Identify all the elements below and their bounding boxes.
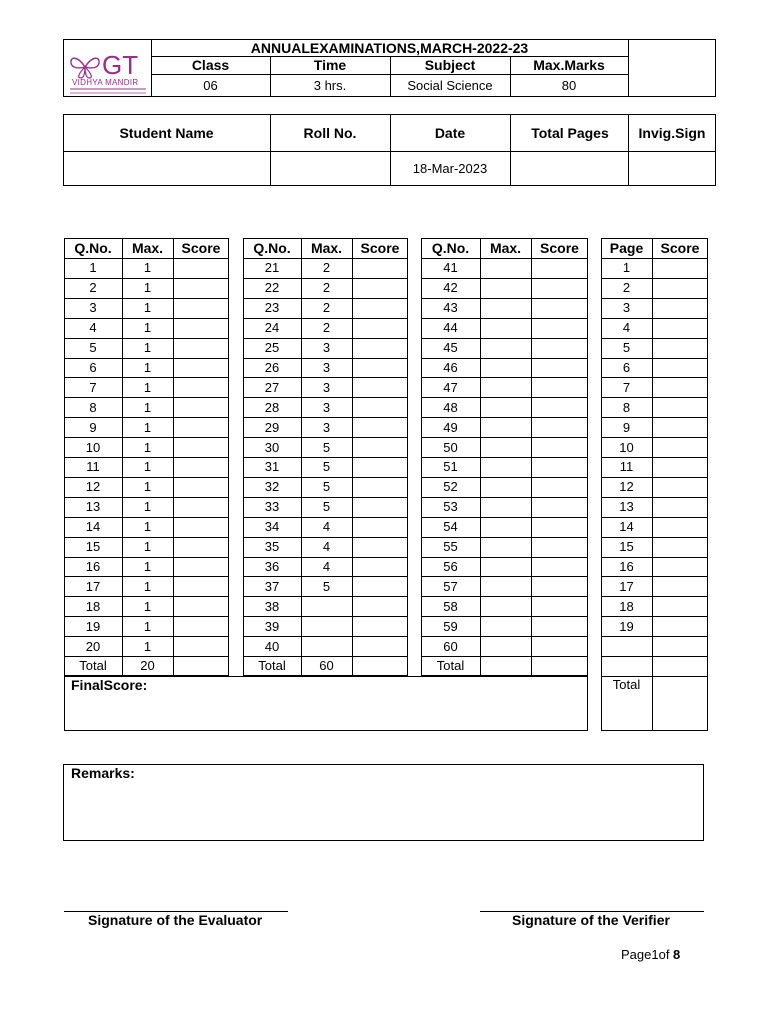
question-number: 55 — [443, 539, 458, 555]
max-marks-cell — [480, 477, 531, 497]
page-number-cell: 16 — [619, 558, 634, 574]
question-number: 29 — [264, 419, 280, 435]
score-cell[interactable] — [352, 318, 408, 338]
score-cell[interactable] — [173, 358, 229, 378]
page-score-cell[interactable] — [652, 477, 708, 497]
page-header: Page — [609, 240, 644, 256]
question-number: 45 — [443, 340, 458, 356]
score-cell[interactable] — [531, 557, 588, 577]
total-label: Total — [258, 658, 286, 674]
max-marks-cell: 1 — [143, 459, 152, 475]
max-marks-cell — [480, 517, 531, 537]
question-number: 32 — [264, 479, 280, 495]
max-marks-cell — [480, 576, 531, 596]
score-cell[interactable] — [531, 537, 588, 557]
score-cell[interactable] — [531, 596, 588, 616]
score-cell[interactable] — [352, 397, 408, 417]
max-marks-cell: 5 — [322, 459, 331, 475]
score-cell[interactable] — [173, 636, 229, 656]
score-header: Score — [540, 240, 579, 256]
page-score-cell[interactable] — [652, 537, 708, 557]
student-name-header: Student Name — [119, 124, 214, 141]
max-marks-cell: 4 — [322, 519, 331, 535]
page-number-cell: 2 — [622, 280, 631, 296]
question-number: 37 — [264, 578, 280, 594]
question-number: 3 — [89, 300, 97, 316]
question-number: 17 — [85, 578, 101, 594]
verifier-signature-label: Signature of the Verifier — [512, 912, 670, 928]
score-cell[interactable] — [531, 417, 588, 437]
question-number: 35 — [264, 539, 280, 555]
max-marks-cell: 4 — [322, 558, 331, 574]
max-header: Max. — [489, 240, 522, 256]
page-number-cell: 7 — [622, 379, 631, 395]
question-number: 52 — [443, 479, 458, 495]
max-marks-cell — [480, 377, 531, 397]
butterfly-icon — [68, 54, 102, 80]
page-score-cell[interactable] — [652, 497, 708, 517]
max-marks-cell: 3 — [322, 379, 331, 395]
max-marks-cell: 5 — [322, 499, 331, 515]
score-cell[interactable] — [531, 636, 588, 656]
score-cell[interactable] — [352, 537, 408, 557]
score-cell[interactable] — [531, 377, 588, 397]
score-cell[interactable] — [173, 258, 229, 278]
score-cell[interactable] — [531, 616, 588, 636]
max-marks-cell: 1 — [143, 399, 152, 415]
score-cell[interactable] — [531, 338, 588, 358]
max-marks-cell: 1 — [143, 439, 152, 455]
time-value: 3 hrs. — [313, 78, 347, 93]
max-marks-cell — [480, 318, 531, 338]
max-marks-cell — [480, 358, 531, 378]
question-number: 20 — [85, 638, 101, 654]
question-number: 22 — [264, 280, 280, 296]
max-marks-cell: 3 — [322, 340, 331, 356]
page-number-cell: 6 — [622, 359, 631, 375]
score-header: Score — [360, 240, 400, 256]
max-marks-cell: 5 — [322, 439, 331, 455]
max-marks-cell — [480, 437, 531, 457]
question-number: 27 — [264, 379, 280, 395]
score-cell[interactable] — [173, 537, 229, 557]
score-cell[interactable] — [173, 417, 229, 437]
max-marks-cell: 1 — [143, 598, 152, 614]
question-number: 9 — [89, 419, 97, 435]
max-marks-cell: 1 — [143, 379, 152, 395]
score-cell[interactable] — [352, 477, 408, 497]
max-marks-cell — [480, 636, 531, 656]
score-cell[interactable] — [173, 278, 229, 298]
score-cell[interactable] — [531, 397, 588, 417]
score-cell[interactable] — [173, 397, 229, 417]
roll-no-field[interactable] — [270, 151, 390, 186]
max-header: Max. — [310, 240, 343, 256]
question-number: 5 — [89, 340, 97, 356]
score-cell[interactable] — [531, 477, 588, 497]
page-score-cell[interactable] — [652, 318, 708, 338]
student-name-field[interactable] — [63, 151, 270, 186]
question-number: 30 — [264, 439, 280, 455]
page-score-cell[interactable] — [652, 298, 708, 318]
score-cell[interactable] — [531, 358, 588, 378]
question-number: 47 — [443, 379, 458, 395]
question-number: 7 — [89, 379, 97, 395]
total-max-value: 20 — [140, 658, 155, 674]
logo-tagline-2 — [70, 92, 146, 94]
question-number: 39 — [264, 618, 280, 634]
date-value: 18-Mar-2023 — [412, 161, 488, 176]
remarks-box[interactable] — [63, 764, 704, 841]
score-cell[interactable] — [352, 576, 408, 596]
max-marks-cell: 1 — [143, 618, 152, 634]
max-marks-cell: 3 — [322, 399, 331, 415]
question-number: 53 — [443, 499, 458, 515]
question-number: 28 — [264, 399, 280, 415]
evaluator-signature-label: Signature of the Evaluator — [88, 912, 263, 928]
score-cell[interactable] — [531, 298, 588, 318]
page-number-cell: 18 — [619, 598, 634, 614]
score-cell[interactable] — [173, 298, 229, 318]
qno-header: Q.No. — [253, 240, 291, 256]
max-marks-cell — [480, 258, 531, 278]
total-label: Total — [436, 658, 465, 674]
question-number: 40 — [264, 638, 280, 654]
page-score-cell[interactable] — [652, 377, 708, 397]
score-cell[interactable] — [352, 358, 408, 378]
max-marks-cell — [480, 397, 531, 417]
question-number: 59 — [443, 618, 458, 634]
question-number: 60 — [443, 638, 458, 654]
score-cell[interactable] — [173, 318, 229, 338]
header-col-max-marks: Max.Marks — [533, 57, 605, 73]
question-number: 1 — [89, 260, 97, 276]
question-number: 31 — [264, 459, 280, 475]
question-number: 19 — [85, 618, 101, 634]
question-number: 57 — [443, 578, 458, 594]
question-number: 48 — [443, 399, 458, 415]
score-cell[interactable] — [173, 477, 229, 497]
score-cell[interactable] — [531, 278, 588, 298]
score-cell[interactable] — [531, 517, 588, 537]
question-number: 14 — [85, 519, 101, 535]
logo-tagline — [70, 88, 146, 90]
question-number: 49 — [443, 419, 458, 435]
question-number: 51 — [443, 459, 458, 475]
max-marks-cell: 1 — [143, 419, 152, 435]
page-score-cell[interactable] — [652, 397, 708, 417]
max-marks-cell: 1 — [143, 260, 152, 276]
score-cell[interactable] — [531, 576, 588, 596]
page-score-cell[interactable] — [652, 596, 708, 616]
qno-header: Q.No. — [74, 240, 112, 256]
max-marks-cell: 5 — [322, 578, 331, 594]
total-max-value — [480, 656, 531, 676]
page-score-header: Score — [660, 240, 700, 256]
score-cell[interactable] — [352, 616, 408, 636]
page-number-prefix: Page1of — [621, 947, 674, 962]
max-marks-cell: 1 — [143, 499, 152, 515]
page-number-cell: 13 — [619, 499, 634, 515]
max-marks-cell — [480, 616, 531, 636]
score-cell[interactable] — [352, 557, 408, 577]
page-score-cell[interactable] — [652, 616, 708, 636]
total-score-cell[interactable] — [531, 656, 588, 676]
question-number: 6 — [89, 359, 97, 375]
max-marks-cell: 1 — [143, 558, 152, 574]
question-number: 11 — [86, 459, 100, 475]
question-number: 23 — [264, 300, 280, 316]
page-number-cell: 8 — [622, 399, 631, 415]
page-number-cell: 19 — [619, 618, 634, 634]
question-number: 50 — [443, 439, 458, 455]
score-cell[interactable] — [531, 318, 588, 338]
max-marks-cell — [480, 298, 531, 318]
page-number-cell: 9 — [622, 419, 631, 435]
page-score-cell[interactable] — [652, 576, 708, 596]
score-cell[interactable] — [173, 457, 229, 477]
page-score-cell[interactable] — [652, 656, 708, 676]
question-number: 54 — [443, 519, 458, 535]
total-pages-header: Total Pages — [531, 124, 609, 141]
question-number: 44 — [443, 320, 458, 336]
page-score-cell[interactable] — [652, 557, 708, 577]
score-cell[interactable] — [173, 497, 229, 517]
roll-no-header: Roll No. — [303, 124, 357, 141]
page-score-cell[interactable] — [652, 358, 708, 378]
subject-value: Social Science — [407, 78, 493, 93]
qno-header: Q.No. — [431, 240, 470, 256]
question-number: 21 — [264, 260, 280, 276]
question-number: 18 — [85, 598, 101, 614]
max-marks-cell: 1 — [143, 280, 152, 296]
page-number-cell: 14 — [619, 519, 634, 535]
max-marks-value: 80 — [561, 78, 577, 93]
page-score-cell[interactable] — [652, 258, 708, 278]
question-number: 34 — [264, 519, 280, 535]
question-number: 58 — [443, 598, 458, 614]
question-number: 25 — [264, 340, 280, 356]
logo-subtitle: VIDHYA MANDIR — [72, 78, 139, 87]
max-marks-cell — [480, 497, 531, 517]
score-cell[interactable] — [352, 298, 408, 318]
max-marks-cell — [480, 417, 531, 437]
page-number-cell: 17 — [619, 578, 634, 594]
max-marks-cell — [480, 278, 531, 298]
max-marks-cell — [480, 557, 531, 577]
question-number: 10 — [85, 439, 101, 455]
max-marks-cell — [301, 636, 352, 656]
page-number — [621, 947, 680, 962]
score-cell[interactable] — [352, 437, 408, 457]
question-number: 56 — [443, 558, 458, 574]
max-marks-cell: 1 — [143, 479, 152, 495]
question-number: 16 — [85, 558, 101, 574]
max-marks-cell — [480, 338, 531, 358]
max-marks-cell — [301, 596, 352, 616]
max-marks-cell — [301, 616, 352, 636]
remarks-label: Remarks: — [71, 765, 135, 781]
max-marks-cell — [480, 457, 531, 477]
score-cell[interactable] — [352, 377, 408, 397]
page-number-cell: 5 — [622, 340, 631, 356]
score-cell[interactable] — [352, 596, 408, 616]
question-number: 36 — [264, 558, 280, 574]
invig-sign-header: Invig.Sign — [638, 124, 706, 141]
question-number: 15 — [85, 539, 101, 555]
score-cell[interactable] — [531, 437, 588, 457]
score-cell[interactable] — [352, 497, 408, 517]
question-number: 2 — [89, 280, 97, 296]
page-number-cell: 1 — [622, 260, 631, 276]
page-score-cell[interactable] — [652, 338, 708, 358]
score-cell[interactable] — [173, 596, 229, 616]
question-number: 46 — [443, 359, 458, 375]
header-col-subject: Subject — [424, 57, 476, 73]
total-label: Total — [79, 658, 107, 674]
max-marks-cell: 1 — [143, 539, 152, 555]
page-score-cell[interactable] — [652, 517, 708, 537]
total-pages-field[interactable] — [510, 151, 628, 186]
page-total-label: Total — [612, 676, 641, 692]
header-col-time: Time — [313, 57, 347, 73]
question-number: 41 — [443, 260, 458, 276]
page-number-cell: 15 — [619, 539, 634, 555]
total-max-value: 60 — [319, 658, 334, 674]
page-score-cell[interactable] — [652, 636, 708, 656]
question-number: 26 — [264, 359, 280, 375]
class-value: 06 — [203, 78, 218, 93]
score-cell[interactable] — [173, 557, 229, 577]
question-number: 33 — [264, 499, 280, 515]
score-cell[interactable] — [352, 517, 408, 537]
question-number: 43 — [443, 300, 458, 316]
max-marks-cell: 1 — [143, 359, 152, 375]
page-score-cell[interactable] — [652, 437, 708, 457]
question-number: 12 — [85, 479, 101, 495]
page-number-cell: 4 — [622, 320, 631, 336]
max-marks-cell: 1 — [143, 519, 152, 535]
total-score-cell[interactable] — [352, 656, 408, 676]
score-cell[interactable] — [173, 576, 229, 596]
question-number: 24 — [264, 320, 280, 336]
exam-title: ANNUALEXAMINATIONS,MARCH-2022-23 — [250, 39, 529, 56]
score-cell[interactable] — [173, 616, 229, 636]
score-cell[interactable] — [173, 437, 229, 457]
score-header: Score — [181, 240, 221, 256]
page-score-cell[interactable] — [652, 278, 708, 298]
score-cell[interactable] — [531, 497, 588, 517]
score-cell[interactable] — [352, 278, 408, 298]
logo-mark: GT — [102, 50, 139, 80]
max-marks-cell: 1 — [143, 578, 152, 594]
page-number-cell: 3 — [622, 300, 631, 316]
max-marks-cell: 4 — [322, 539, 331, 555]
max-marks-cell: 3 — [322, 359, 331, 375]
invig-sign-field[interactable] — [628, 151, 716, 186]
page-score-cell[interactable] — [652, 417, 708, 437]
page-number-cell: 12 — [619, 479, 634, 495]
score-cell[interactable] — [173, 377, 229, 397]
score-cell[interactable] — [352, 258, 408, 278]
max-marks-cell: 1 — [143, 300, 152, 316]
max-marks-cell: 2 — [322, 320, 331, 336]
max-marks-cell: 1 — [143, 638, 152, 654]
max-marks-cell: 3 — [322, 419, 331, 435]
page-number-cell: 10 — [619, 439, 634, 455]
date-header: Date — [434, 124, 466, 141]
page-number-total: 8 — [673, 947, 681, 962]
score-cell[interactable] — [352, 338, 408, 358]
score-cell[interactable] — [352, 457, 408, 477]
score-cell[interactable] — [531, 258, 588, 278]
school-logo — [66, 50, 148, 96]
max-marks-cell: 2 — [322, 280, 331, 296]
max-marks-cell — [480, 537, 531, 557]
score-cell[interactable] — [173, 338, 229, 358]
question-number: 8 — [89, 399, 97, 415]
max-marks-cell — [480, 596, 531, 616]
max-marks-cell: 1 — [143, 320, 152, 336]
max-marks-cell: 5 — [322, 479, 331, 495]
page-score-cell[interactable] — [652, 457, 708, 477]
question-number: 42 — [443, 280, 458, 296]
max-marks-cell: 2 — [322, 260, 331, 276]
question-number: 4 — [89, 320, 97, 336]
max-marks-cell: 1 — [143, 340, 152, 356]
score-cell[interactable] — [352, 636, 408, 656]
question-number: 13 — [85, 499, 101, 515]
score-cell[interactable] — [531, 457, 588, 477]
max-marks-cell: 2 — [322, 300, 331, 316]
score-cell[interactable] — [352, 417, 408, 437]
max-header: Max. — [131, 240, 164, 256]
total-score-cell[interactable] — [173, 656, 229, 676]
page-number-cell: 11 — [619, 459, 634, 475]
final-score-label: FinalScore: — [71, 676, 148, 693]
score-cell[interactable] — [173, 517, 229, 537]
question-number: 38 — [264, 598, 280, 614]
header-col-class: Class — [191, 57, 230, 73]
